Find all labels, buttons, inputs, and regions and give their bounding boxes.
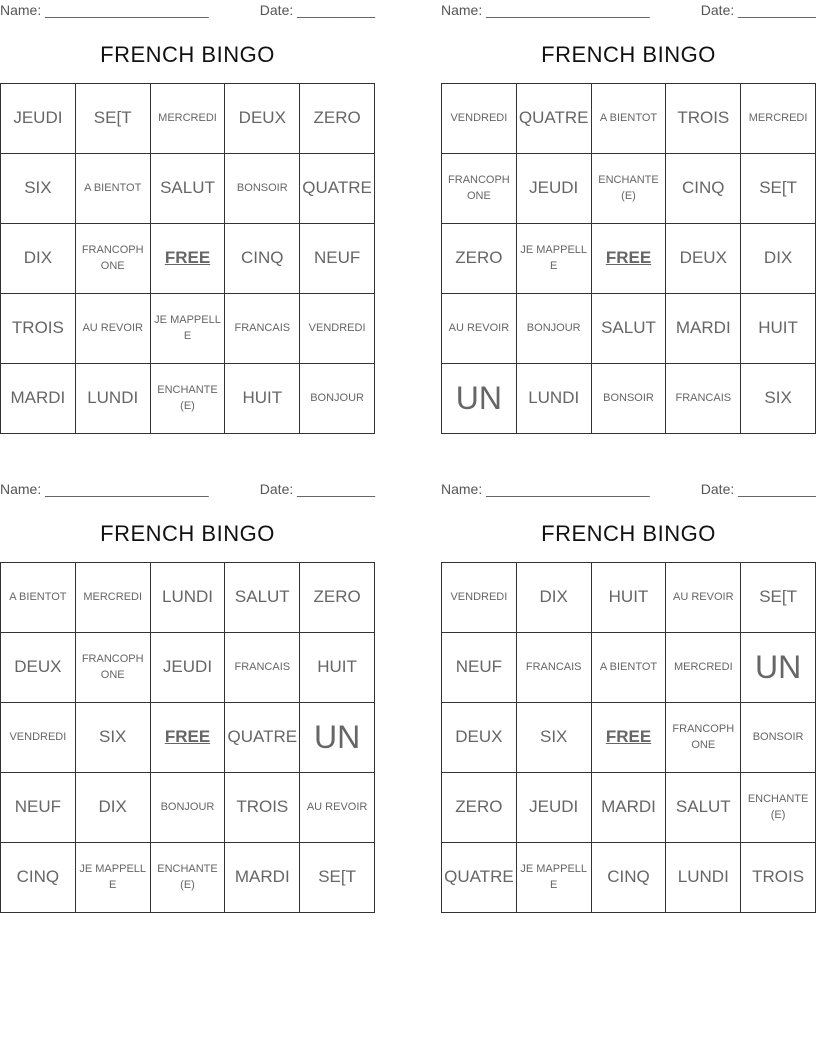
bingo-cell: BONJOUR <box>151 773 226 843</box>
bingo-cell: MARDI <box>1 364 76 434</box>
bingo-cell: NEUF <box>1 773 76 843</box>
bingo-cell: FRANCOPHONE <box>76 224 151 294</box>
free-space: FREE <box>592 224 667 294</box>
bingo-cell: MERCREDI <box>151 84 226 154</box>
name-field-label: Name: _____________________ <box>441 481 650 497</box>
bingo-cell: FRANCOPHONE <box>442 154 517 224</box>
bingo-cell: SE[T <box>76 84 151 154</box>
bingo-cell: DEUX <box>225 84 300 154</box>
bingo-cell: ZERO <box>442 773 517 843</box>
bingo-cell: QUATRE <box>517 84 592 154</box>
bingo-cell: MARDI <box>666 294 741 364</box>
bingo-cell: AU REVOIR <box>442 294 517 364</box>
bingo-cell: BONSOIR <box>225 154 300 224</box>
bingo-cell: SIX <box>1 154 76 224</box>
bingo-cell: QUATRE <box>225 703 300 773</box>
bingo-grid <box>0 83 375 434</box>
bingo-cell: JE MAPPELLE <box>517 843 592 913</box>
bingo-cell: ENCHANTE(E) <box>741 773 816 843</box>
bingo-cell: BONSOIR <box>741 703 816 773</box>
bingo-cell: DIX <box>76 773 151 843</box>
bingo-cell: UN <box>741 633 816 703</box>
bingo-cell: ENCHANTE(E) <box>151 364 226 434</box>
bingo-cell: JEUDI <box>517 154 592 224</box>
card-header <box>441 479 816 501</box>
bingo-cell: DEUX <box>1 633 76 703</box>
bingo-cell: ZERO <box>442 224 517 294</box>
bingo-cell: FRANCAIS <box>225 633 300 703</box>
card-header <box>0 0 375 22</box>
bingo-cell: SALUT <box>592 294 667 364</box>
bingo-cell: NEUF <box>300 224 375 294</box>
bingo-cell: SALUT <box>225 563 300 633</box>
bingo-cell: TROIS <box>666 84 741 154</box>
bingo-cell: MERCREDI <box>741 84 816 154</box>
bingo-cell: BONSOIR <box>592 364 667 434</box>
bingo-cell: LUNDI <box>151 563 226 633</box>
bingo-cell: FRANCAIS <box>517 633 592 703</box>
bingo-cell: FRANCAIS <box>225 294 300 364</box>
bingo-cell: JE MAPPELLE <box>76 843 151 913</box>
bingo-cell: NEUF <box>442 633 517 703</box>
card-title: FRENCH BINGO <box>100 521 275 546</box>
bingo-cell: ENCHANTE(E) <box>592 154 667 224</box>
bingo-cell: ENCHANTE(E) <box>151 843 226 913</box>
bingo-cell: SIX <box>517 703 592 773</box>
bingo-cell: LUNDI <box>76 364 151 434</box>
bingo-cell: VENDREDI <box>442 84 517 154</box>
bingo-cell: TROIS <box>741 843 816 913</box>
bingo-cell: VENDREDI <box>442 563 517 633</box>
bingo-cell: ZERO <box>300 563 375 633</box>
bingo-cell: JEUDI <box>151 633 226 703</box>
bingo-cell: LUNDI <box>517 364 592 434</box>
bingo-cell: CINQ <box>225 224 300 294</box>
card-header <box>441 0 816 22</box>
bingo-cell: BONJOUR <box>300 364 375 434</box>
bingo-cell: TROIS <box>1 294 76 364</box>
bingo-cell: A BIENTOT <box>76 154 151 224</box>
bingo-cell: AU REVOIR <box>300 773 375 843</box>
date-field-label: Date: __________ <box>259 2 375 18</box>
bingo-cell: A BIENTOT <box>1 563 76 633</box>
bingo-cell: JEUDI <box>1 84 76 154</box>
bingo-cell: SE[T <box>741 154 816 224</box>
card-title: FRENCH BINGO <box>100 42 275 67</box>
bingo-cell: DIX <box>1 224 76 294</box>
bingo-cell: A BIENTOT <box>592 633 667 703</box>
bingo-cell: JEUDI <box>517 773 592 843</box>
date-field-label: Date: __________ <box>700 481 816 497</box>
name-field-label: Name: _____________________ <box>441 2 650 18</box>
bingo-cell: MARDI <box>225 843 300 913</box>
bingo-cell: AU REVOIR <box>76 294 151 364</box>
bingo-cell: TROIS <box>225 773 300 843</box>
bingo-cell: QUATRE <box>300 154 375 224</box>
bingo-cell: DIX <box>741 224 816 294</box>
bingo-cell: SE[T <box>300 843 375 913</box>
card-header <box>0 479 375 501</box>
bingo-cell: VENDREDI <box>1 703 76 773</box>
bingo-cell: MERCREDI <box>76 563 151 633</box>
bingo-card <box>441 0 816 416</box>
date-field-label: Date: __________ <box>259 481 375 497</box>
bingo-grid <box>0 562 375 913</box>
bingo-card <box>0 0 375 412</box>
bingo-cell: HUIT <box>300 633 375 703</box>
bingo-cell: JE MAPPELLE <box>517 224 592 294</box>
bingo-cell: SALUT <box>151 154 226 224</box>
bingo-cell: MERCREDI <box>666 633 741 703</box>
card-title: FRENCH BINGO <box>541 521 716 546</box>
bingo-cell: DIX <box>517 563 592 633</box>
bingo-cell: DEUX <box>666 224 741 294</box>
bingo-cell: BONJOUR <box>517 294 592 364</box>
bingo-cell: FRANCOPHONE <box>76 633 151 703</box>
free-space: FREE <box>592 703 667 773</box>
bingo-cell: UN <box>442 364 517 434</box>
bingo-cell: FRANCAIS <box>666 364 741 434</box>
bingo-cell: QUATRE <box>442 843 517 913</box>
date-field-label: Date: __________ <box>700 2 816 18</box>
bingo-cell: AU REVOIR <box>666 563 741 633</box>
bingo-cell: UN <box>300 703 375 773</box>
bingo-cell: HUIT <box>741 294 816 364</box>
bingo-grid <box>441 83 816 434</box>
bingo-cell: CINQ <box>666 154 741 224</box>
bingo-cell: MARDI <box>592 773 667 843</box>
bingo-card <box>0 479 375 891</box>
bingo-cell: HUIT <box>225 364 300 434</box>
bingo-cell: HUIT <box>592 563 667 633</box>
bingo-cell: JE MAPPELLE <box>151 294 226 364</box>
bingo-cell: CINQ <box>1 843 76 913</box>
bingo-grid <box>441 562 816 913</box>
bingo-cell: LUNDI <box>666 843 741 913</box>
bingo-cell: SE[T <box>741 563 816 633</box>
bingo-cell: SIX <box>741 364 816 434</box>
bingo-cell: ZERO <box>300 84 375 154</box>
card-title: FRENCH BINGO <box>541 42 716 67</box>
name-field-label: Name: _____________________ <box>0 2 209 18</box>
bingo-cell: A BIENTOT <box>592 84 667 154</box>
free-space: FREE <box>151 224 226 294</box>
bingo-cell: FRANCOPHONE <box>666 703 741 773</box>
bingo-cell: DEUX <box>442 703 517 773</box>
bingo-card <box>441 479 816 891</box>
bingo-cell: SIX <box>76 703 151 773</box>
bingo-cell: VENDREDI <box>300 294 375 364</box>
name-field-label: Name: _____________________ <box>0 481 209 497</box>
bingo-cell: SALUT <box>666 773 741 843</box>
free-space: FREE <box>151 703 226 773</box>
bingo-cell: CINQ <box>592 843 667 913</box>
